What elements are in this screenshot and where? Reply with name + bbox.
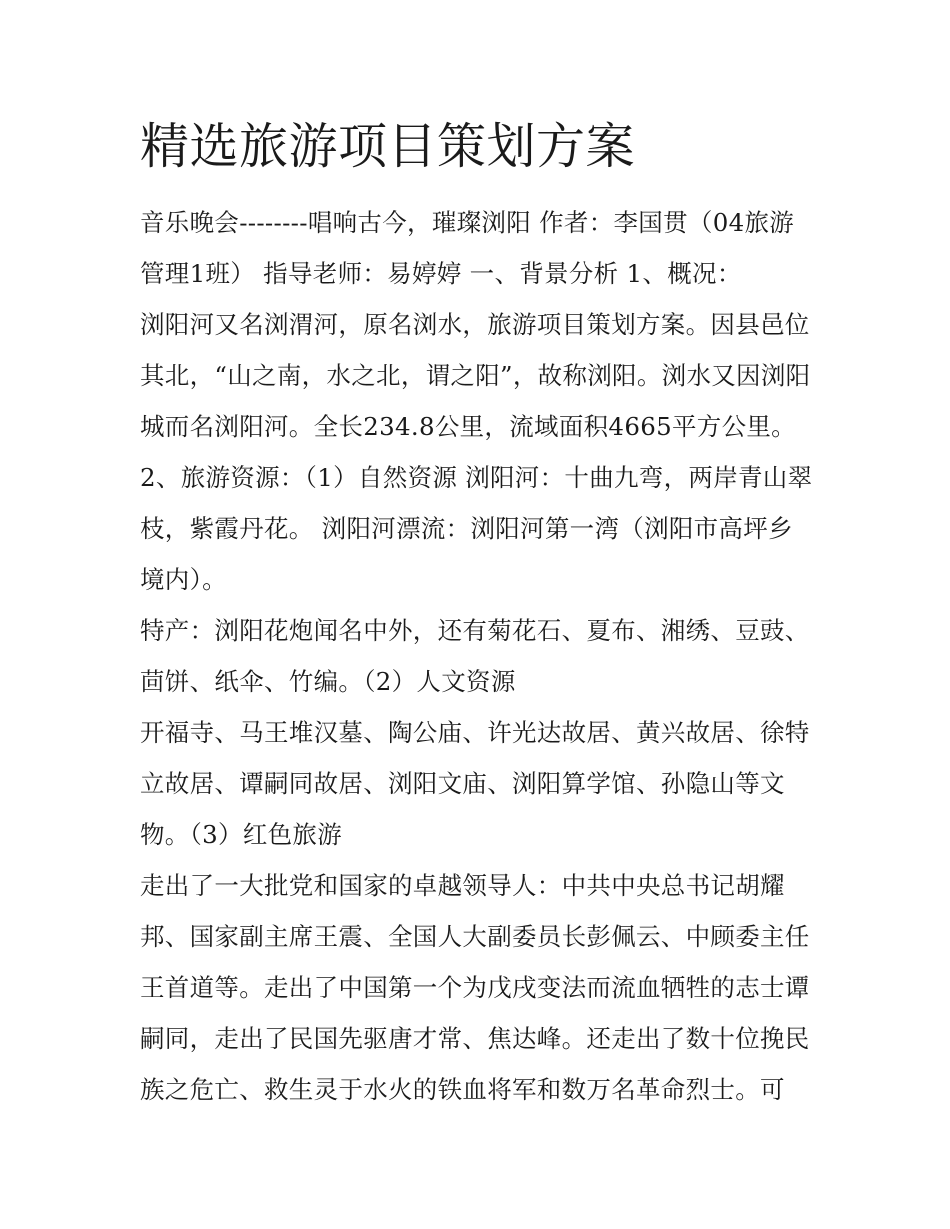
- paragraph-specialties: 特产：浏阳花炮闻名中外，还有菊花石、夏布、湘绣、豆豉、茴饼、纸伞、竹编。（2）人文资源: [140, 616, 810, 696]
- document-body: [140, 197, 815, 1115]
- document-title: 精选旅游项目策划方案: [140, 118, 636, 175]
- paragraph-overview: 浏阳河又名浏渭河，原名浏水，旅游项目策划方案。因县邑位其北，“山之南，水之北，谓之阳”，故称浏阳。浏水又因浏阳城而名浏阳河。全长234.8公里，流域面积4665平方公里。: [140, 310, 811, 441]
- paragraph-natural-resources: 2、旅游资源：（1）自然资源 浏阳河：十曲九弯，两岸青山翠枝，紫霞丹花。 浏阳河漂流：浏阳河第一湾（浏阳市高坪乡境内）。: [140, 463, 813, 594]
- paragraph-background: 音乐晚会--------唱响古今，璀璨浏阳 作者：李国贯（04旅游管理1班） 指导老师：易婷婷 一、背景分析 1、概况：: [140, 208, 795, 288]
- paragraph-cultural-resources: 开福寺、马王堆汉墓、陶公庙、许光达故居、黄兴故居、徐特立故居、谭嗣同故居、浏阳文庙、浏阳算学馆、孙隐山等文物。（3）红色旅游: [140, 718, 810, 849]
- paragraph-red-tourism: 走出了一大批党和国家的卓越领导人：中共中央总书记胡耀邦、国家副主席王震、全国人大副委员长彭佩云、中顾委主任王首道等。走出了中国第一个为戊戌变法而流血牺牲的志士谭嗣同，走出了民国先驱唐才常、焦达峰。还走出了数十位挽民族之危亡、救生灵于水火的铁血将军和数万名革命烈士。可: [140, 871, 810, 1104]
